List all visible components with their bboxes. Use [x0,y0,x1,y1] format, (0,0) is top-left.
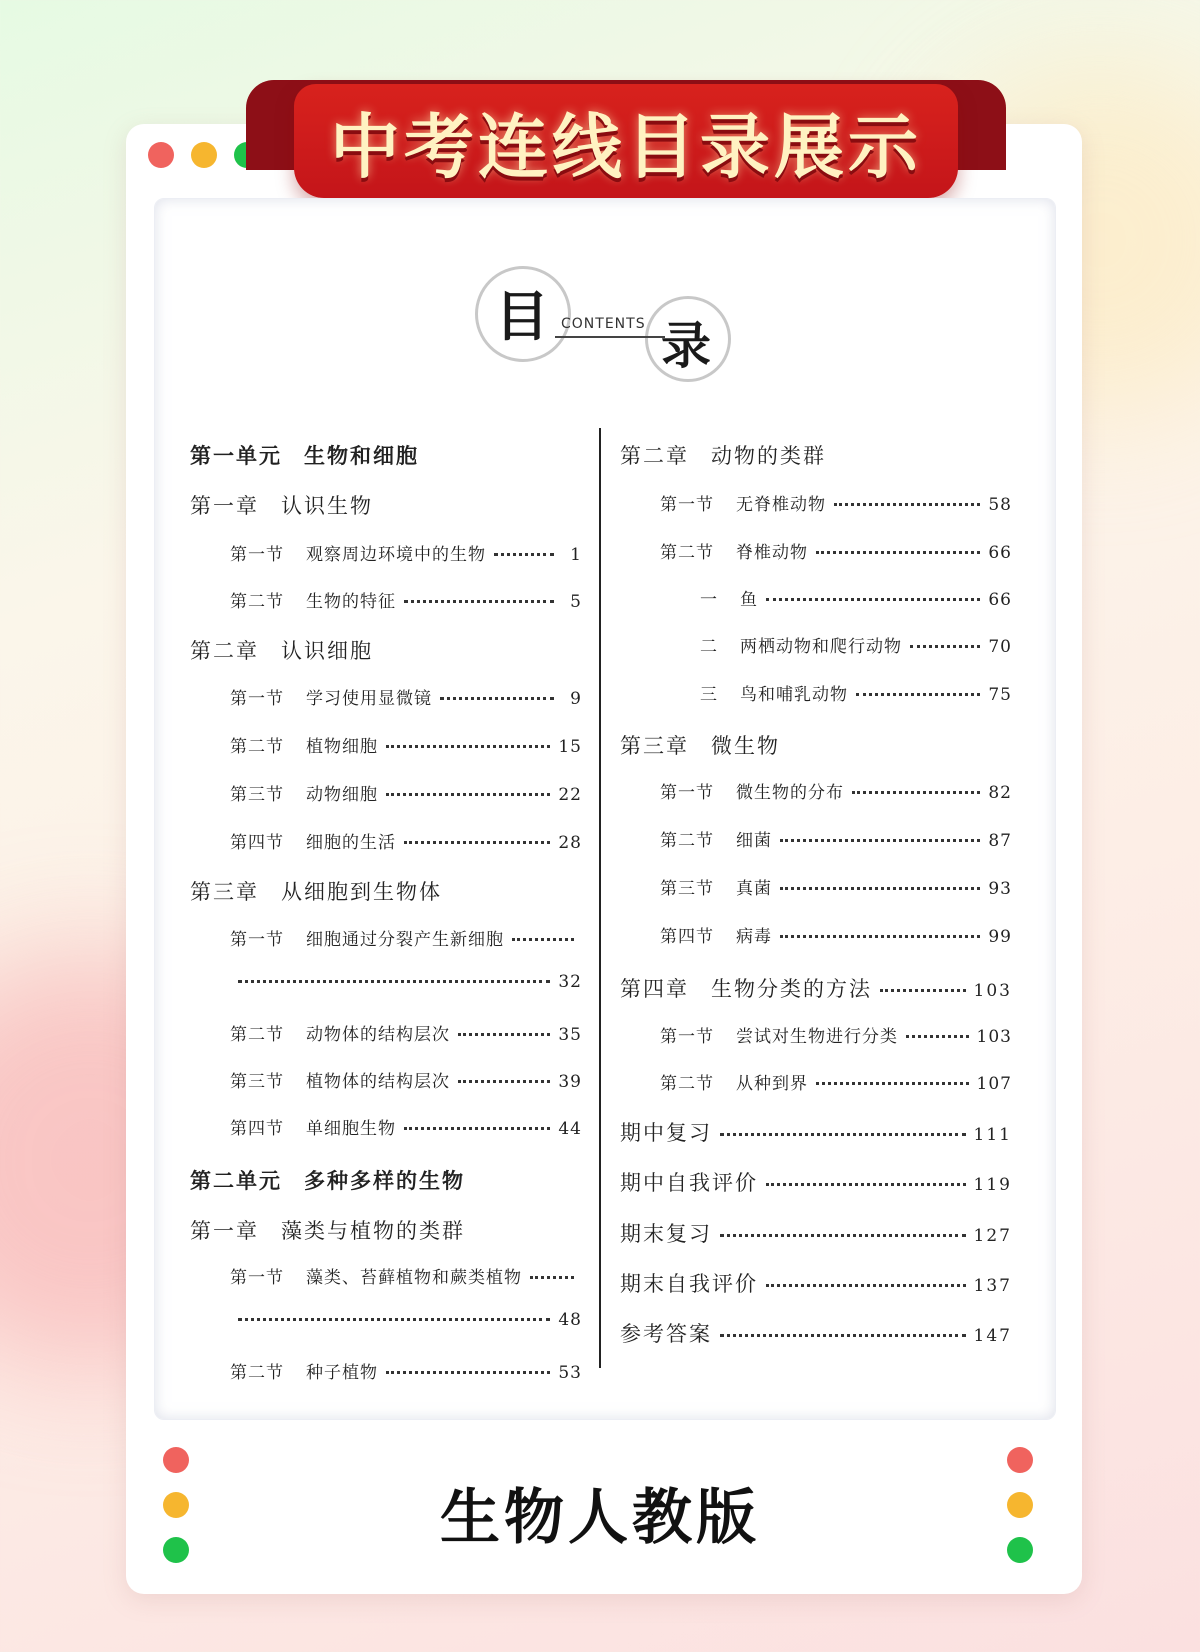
toc-entry-title: 鱼 [740,590,758,610]
toc-entry-title: 细胞通过分裂产生新细胞 [306,930,504,950]
toc-entry-title: 单细胞生物 [306,1119,396,1139]
toc-entry-label: 第一节 [660,495,714,515]
toc-page-number: 35 [558,1025,582,1045]
toc-page-number: 32 [558,972,582,992]
toc-entry-label: 第二节 [660,1074,714,1094]
toc-entry-title: 无脊椎动物 [736,495,826,515]
toc-leader-dots [720,1334,966,1337]
toc-entry-label: 第二章 [190,639,259,663]
edition-subtitle: 生物人教版 [440,1483,760,1553]
toc-entry-title: 动物细胞 [306,785,378,805]
toc-page-number: 93 [988,879,1012,899]
toc-entry-label: 第一章 [190,494,259,518]
toc-entry-title: 学习使用显微镜 [306,689,432,709]
column-divider [599,428,601,1368]
toc-leader-dots [780,839,980,842]
toc-leader-dots [780,887,980,890]
toc-page-number: 5 [570,592,582,612]
toc-page-number: 75 [988,685,1012,705]
toc-page-number: 70 [988,637,1012,657]
toc-leader-dots [386,1371,550,1374]
toc-page-number: 28 [558,833,582,853]
toc-entry-label: 第一章 [190,1219,259,1243]
toc-entry[interactable] [660,490,1012,515]
banner [294,84,958,198]
toc-leader-dots [386,793,550,796]
toc-entry-title: 微生物的分布 [736,783,844,803]
toc-page-number: 99 [988,927,1012,947]
toc-entry-title: 期中自我评价 [620,1171,758,1195]
toc-entry[interactable] [230,1263,582,1288]
toc-entry-label: 第二节 [660,543,714,563]
toc-leader-dots [910,645,980,648]
toc-leader-dots [458,1080,550,1083]
toc-page-number: 111 [973,1125,1012,1145]
window-close-dot[interactable] [148,142,174,168]
toc-entry-title: 动物体的结构层次 [306,1025,450,1045]
toc-entry[interactable] [660,632,1012,657]
toc-entry-label: 第二单元 [190,1169,282,1193]
toc-entry[interactable] [620,973,1012,1003]
toc-entry-label: 第三节 [230,785,284,805]
toc-entry-label: 第一节 [660,1027,714,1047]
toc-leader-dots [404,600,554,603]
toc-entry-title: 真菌 [736,879,772,899]
toc-page-number: 103 [973,981,1012,1001]
toc-leader-dots [834,503,980,506]
toc-entry-label: 第一节 [230,930,284,950]
toc-entry[interactable] [660,922,1012,947]
toc-entry[interactable] [190,876,582,906]
toc-entry-title: 藻类与植物的类群 [281,1219,465,1243]
toc-entry-label: 第二节 [230,737,284,757]
toc-leader-dots [720,1133,966,1136]
toc-leader-dots [766,1183,966,1186]
toc-page-number: 66 [988,590,1012,610]
toc-entry-title: 细胞的生活 [306,833,396,853]
toc-entry[interactable] [620,1167,1012,1197]
toc-page-number: 127 [973,1226,1012,1246]
toc-entry-label: 三 [700,685,718,705]
toc-entry[interactable] [230,1310,582,1330]
toc-entry-label: 第一节 [660,783,714,803]
toc-entry-title: 生物分类的方法 [711,977,872,1001]
toc-entry-title: 观察周边环境中的生物 [306,545,486,565]
toc-entry[interactable] [230,780,582,805]
toc-entry-title: 两栖动物和爬行动物 [740,637,902,657]
toc-entry-title: 认识细胞 [281,639,373,663]
toc-entry[interactable] [620,1117,1012,1147]
toc-entry-label: 第二章 [620,444,689,468]
toc-page-number: 15 [558,737,582,757]
logo-char-left: 目 [495,285,549,348]
toc-entry-label: 第四节 [660,927,714,947]
toc-entry-label: 第四节 [230,833,284,853]
toc-entry[interactable] [190,490,582,520]
toc-leader-dots [440,697,554,700]
toc-leader-dots [856,693,980,696]
toc-entry-title: 微生物 [711,734,780,758]
toc-entry-title: 从种到界 [736,1074,808,1094]
toc-entry[interactable] [230,1067,582,1092]
toc-entry[interactable] [660,680,1012,705]
toc-entry-title: 期末自我评价 [620,1272,758,1296]
toc-page-number: 39 [558,1072,582,1092]
toc-entry[interactable] [230,828,582,853]
toc-entry-label: 一 [700,590,718,610]
toc-entry-title: 期中复习 [620,1121,712,1145]
toc-entry[interactable] [620,1218,1012,1248]
toc-leader-dots [816,1082,969,1085]
toc-leader-dots [852,791,980,794]
toc-entry[interactable] [660,1069,1012,1094]
toc-leader-dots [404,1127,550,1130]
logo-word: CONTENTS [561,316,646,332]
toc-entry-label: 第三节 [230,1072,284,1092]
toc-entry[interactable] [230,1020,582,1045]
toc-entry-title: 从细胞到生物体 [281,880,442,904]
toc-entry[interactable] [620,730,1012,760]
toc-entry[interactable] [230,732,582,757]
banner-title: 中考连线目录展示 [330,105,922,188]
toc-entry-label: 第二节 [230,1363,284,1383]
toc-page-number: 9 [570,689,582,709]
toc-page-number: 82 [988,783,1012,803]
toc-entry-title: 参考答案 [620,1322,712,1346]
toc-leader-dots [880,989,966,992]
toc-leader-dots [766,1284,966,1287]
toc-page-number: 22 [558,785,582,805]
toc-entry[interactable] [620,1318,1012,1348]
toc-leader-dots [906,1035,969,1038]
toc-entry[interactable] [660,778,1012,803]
toc-entry-label: 第二节 [230,1025,284,1045]
toc-leader-dots [766,598,980,601]
toc-page-number: 119 [973,1175,1012,1195]
window-minimize-dot[interactable] [191,142,217,168]
toc-leader-dots [494,553,554,556]
toc-entry-title: 鸟和哺乳动物 [740,685,848,705]
toc-entry-label: 第二节 [230,592,284,612]
toc-entry[interactable] [190,440,582,470]
toc-page-number: 137 [973,1276,1012,1296]
toc-entry[interactable] [230,925,582,950]
toc-entry-title: 藻类、苔藓植物和蕨类植物 [306,1268,522,1288]
toc-entry-label: 第三章 [620,734,689,758]
toc-entry-label: 第三节 [660,879,714,899]
toc-entry-title: 动物的类群 [711,444,826,468]
toc-page-number: 44 [558,1119,582,1139]
toc-entry[interactable] [190,1165,582,1195]
toc-leader-dots [816,551,980,554]
toc-entry-title: 生物的特征 [306,592,396,612]
toc-entry[interactable] [660,585,1012,610]
contents-logo [475,266,735,376]
toc-entry-label: 第一单元 [190,444,282,468]
toc-leader-dots [530,1276,574,1279]
toc-entry-title: 植物细胞 [306,737,378,757]
toc-leader-dots [720,1234,966,1237]
toc-leader-dots [238,980,550,983]
toc-entry-title: 病毒 [736,927,772,947]
logo-char-right: 录 [661,317,711,375]
toc-entry[interactable] [620,440,1012,470]
toc-entry-label: 第三章 [190,880,259,904]
toc-entry[interactable] [230,972,582,992]
toc-leader-dots [238,1318,550,1321]
toc-entry-title: 多种多样的生物 [304,1169,465,1193]
toc-entry[interactable] [190,1215,582,1245]
toc-page-number: 103 [976,1027,1012,1047]
toc-entry[interactable] [660,826,1012,851]
toc-entry[interactable] [190,635,582,665]
toc-entry[interactable] [620,1268,1012,1298]
toc-entry-label: 第一节 [230,545,284,565]
toc-page-number: 87 [988,831,1012,851]
toc-entry[interactable] [230,684,582,709]
toc-entry-label: 第一节 [230,689,284,709]
toc-entry-title: 尝试对生物进行分类 [736,1027,898,1047]
toc-page-number: 1 [570,545,582,565]
logo-underline [555,336,665,338]
toc-entry-label: 第四章 [620,977,689,1001]
toc-entry[interactable] [660,538,1012,563]
toc-entry[interactable] [660,1022,1012,1047]
toc-page-number: 66 [988,543,1012,563]
toc-entry-label: 第二节 [660,831,714,851]
toc-leader-dots [386,745,550,748]
toc-entry[interactable] [230,587,582,612]
toc-leader-dots [512,938,574,941]
toc-entry[interactable] [660,874,1012,899]
toc-entry[interactable] [230,1114,582,1139]
toc-entry[interactable] [230,540,582,565]
toc-entry-title: 认识生物 [281,494,373,518]
toc-entry-title: 期末复习 [620,1222,712,1246]
toc-page-number: 107 [976,1074,1012,1094]
toc-page-number: 53 [558,1363,582,1383]
toc-leader-dots [780,935,980,938]
toc-entry-label: 第一节 [230,1268,284,1288]
toc-entry-title: 植物体的结构层次 [306,1072,450,1092]
toc-entry-label: 二 [700,637,718,657]
toc-entry-title: 种子植物 [306,1363,378,1383]
toc-entry-label: 第四节 [230,1119,284,1139]
toc-page-number: 58 [988,495,1012,515]
toc-leader-dots [404,841,550,844]
toc-entry-title: 细菌 [736,831,772,851]
toc-page-number: 147 [973,1326,1012,1346]
toc-page-number: 48 [558,1310,582,1330]
toc-leader-dots [458,1033,550,1036]
toc-entry-title: 生物和细胞 [304,444,419,468]
toc-entry[interactable] [230,1358,582,1383]
toc-entry-title: 脊椎动物 [736,543,808,563]
